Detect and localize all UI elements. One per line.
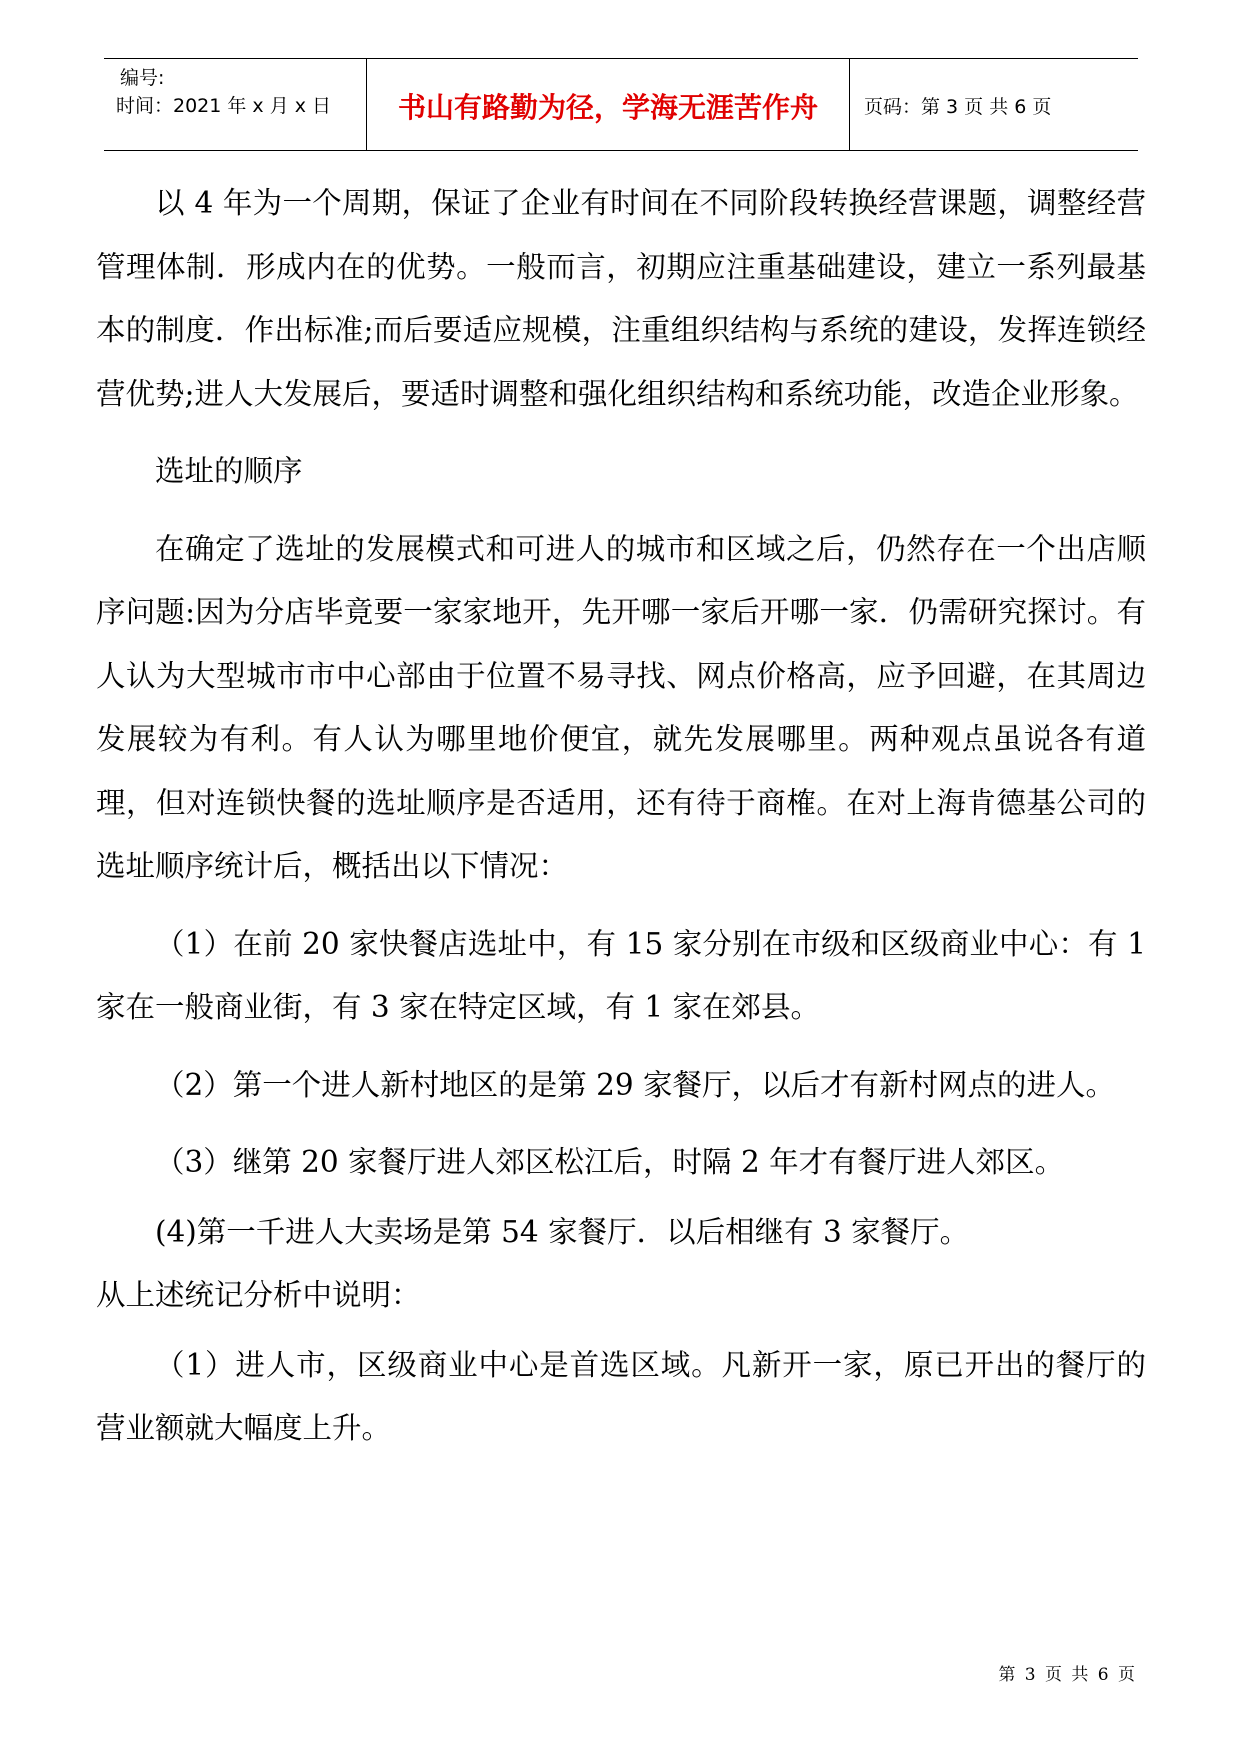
list-item: (4)第一千进人大卖场是第 54 家餐厅．以后相继有 3 家餐厅。 <box>155 1214 970 1249</box>
body-paragraph: 以 4 年为一个周期，保证了企业有时间在不同阶段转换经营课题，调整经营管理体制．形成内在的优势。一般而言，初期应注重基础建设，建立一系列最基本的制度．作出标准;而后要适应规模，注重组织结构与系统的建设，发挥连锁经营优势;进人大发展后，要适时调整和强化组织结构和系统功能，改造企业形象。 <box>96 186 1146 411</box>
body-paragraph: 从上述统记分析中说明： <box>96 1278 421 1312</box>
list-item: （2）第一个进人新村地区的是第 29 家餐厅，以后才有新村网点的进人。 <box>155 1067 1116 1102</box>
document-time-label: 时间：2021 年 x 月 x 日 <box>116 95 332 117</box>
document-number-label: 编号: <box>120 67 165 89</box>
header-meta-cell <box>104 59 367 150</box>
header-page-cell <box>850 59 1138 150</box>
header-motto-cell <box>367 59 850 150</box>
body-paragraph: 在确定了选址的发展模式和可进人的城市和区域之后，仍然存在一个出店顺序问题:因为分店毕竟要一家家地开，先开哪一家后开哪一家．仍需研究探讨。有人认为大型城市市中心部由于位置不易寻找、网点价格高，应予回避，在其周边发展较为有利。有人认为哪里地价便宜，就先发展哪里。两种观点虽说各有道理，但对连锁快餐的选址顺序是否适用，还有待于商榷。在对上海肯德基公司的选址顺序统计后，概括出以下情况： <box>96 531 1146 883</box>
list-item: （1）进人市，区级商业中心是首选区域。凡新开一家，原已开出的餐厅的营业额就大幅度上升。 <box>96 1347 1146 1445</box>
section-heading: 选址的顺序 <box>155 454 303 488</box>
document-body <box>96 172 1146 1461</box>
header-motto: 书山有路勤为径，学海无涯苦作舟 <box>397 90 818 124</box>
page-footer: 第 3 页 共 6 页 <box>998 1665 1137 1685</box>
header-page-code: 页码：第 3 页 共 6 页 <box>864 96 1052 118</box>
list-item: （1）在前 20 家快餐店选址中，有 15 家分别在市级和区级商业中心：有 1 家在一般商业街，有 3 家在特定区域，有 1 家在郊县。 <box>96 926 1146 1024</box>
page-header <box>104 58 1138 151</box>
list-item: （3）继第 20 家餐厅进人郊区松江后，时隔 2 年才有餐厅进人郊区。 <box>155 1145 1065 1179</box>
